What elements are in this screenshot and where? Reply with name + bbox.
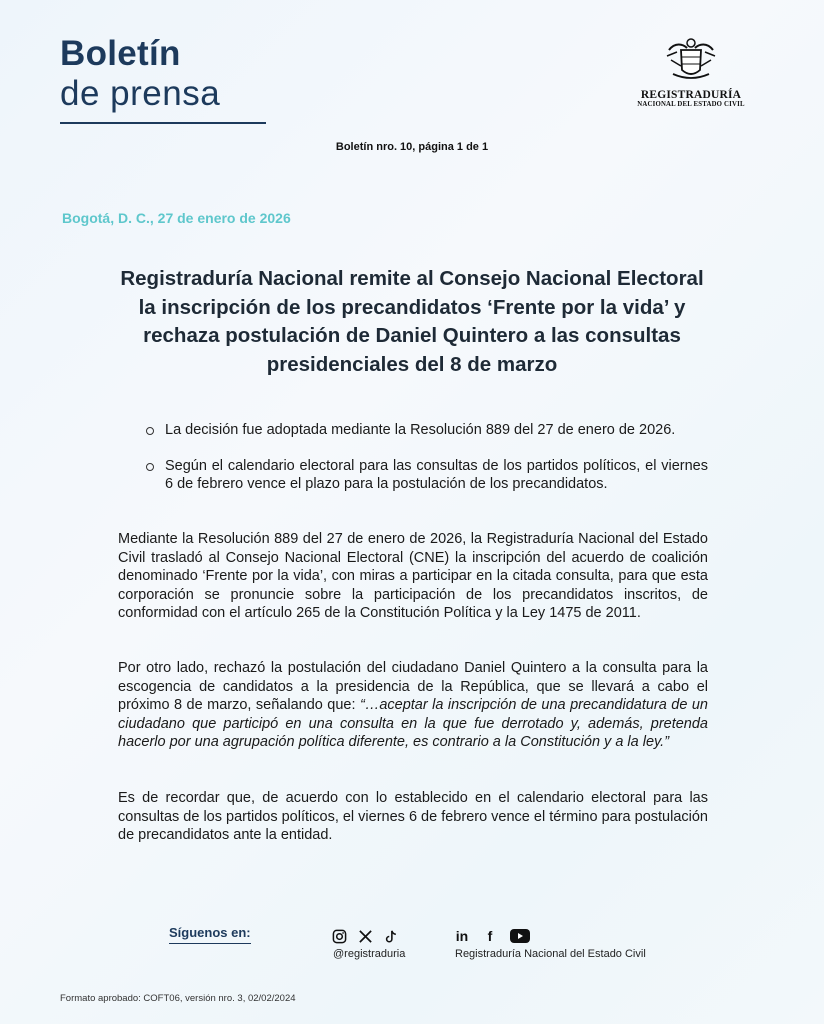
bullet-text: La decisión fue adoptada mediante la Resolución 889 del 27 de enero de 2026.: [165, 422, 676, 438]
body-paragraph-2: [118, 659, 708, 752]
dateline: Bogotá, D. C., 27 de enero de 2026: [62, 210, 291, 226]
bulletin-number: Boletín nro. 10, página 1 de 1: [335, 141, 489, 153]
paragraph-2-intro: Por otro lado, rechazó la postulación del ciudadano Daniel Quintero a la consulta para la escogencia de candidatos a la presidencia de la República, que se llevará a cabo el próximo 8 de marzo, señalando que:: [118, 660, 708, 713]
instagram-icon[interactable]: [331, 928, 347, 944]
facebook-icon[interactable]: f: [487, 928, 493, 944]
page-title: Boletín: [60, 34, 181, 73]
format-footer: Formato aprobado: COFT06, versión nro. 3, 02/02/2024: [60, 993, 296, 1004]
page-subtitle: de prensa: [60, 74, 221, 113]
headline: Registraduría Nacional remite al Consejo Nacional Electoral la inscripción de los precandidatos ‘Frente por la vida’ y rechaza postulación de Daniel Quintero a las consultas presidenciales del 8 de marzo: [120, 267, 704, 376]
x-icon[interactable]: [357, 928, 373, 944]
registraduria-logo: [632, 36, 750, 108]
bullet-ring-icon: [146, 463, 154, 471]
bullet-item: [146, 421, 708, 440]
social-icons-group-2: [454, 928, 530, 944]
social-icons-group-1: [331, 928, 399, 944]
bullet-text: Según el calendario electoral para las consultas de los partidos políticos, el viernes 6 de febrero vence el plazo para la postulación de los precandidatos.: [165, 457, 708, 492]
entity-name: Registraduría Nacional del Estado Civil: [455, 948, 646, 960]
bullet-ring-icon: [146, 427, 154, 435]
logo-subname: NACIONAL DEL ESTADO CIVIL: [637, 101, 745, 108]
linkedin-icon[interactable]: in: [455, 928, 469, 944]
logo-name: REGISTRADURÍA: [640, 89, 742, 101]
body-paragraph-1: Mediante la Resolución 889 del 27 de enero de 2026, la Registraduría Nacional del Estado Civil trasladó al Consejo Nacional Electoral (CNE) la inscripción del acuerdo de coalición denominado ‘Frente por la vida’, con miras a participar en la citada consulta, para que esta corporación se pronuncie sobre la participación de los precandidatos inscritos, de conformidad con el artículo 265 de la Constitución Política y la Ley 1475 de 2011.: [118, 531, 708, 621]
follow-us-label: Síguenos en:: [169, 925, 251, 944]
body-paragraph-3: Es de recordar que, de acuerdo con lo establecido en el calendario electoral para las consultas de los partidos políticos, el viernes 6 de febrero vence el término para postulación de precandidatos ante la entidad.: [118, 790, 708, 843]
title-underline: [60, 122, 266, 124]
coat-of-arms-icon: [663, 36, 719, 84]
bullet-item: [146, 457, 708, 494]
paragraph-2-quote: “…aceptar la inscripción de una precandidatura de un ciudadano que participó en una consulta en la que fue derrotado y, además, pretenda hacerlo por una agrupación política diferente, es contrario a la Constitución y a la ley.”: [118, 697, 708, 750]
tiktok-icon[interactable]: [383, 928, 399, 944]
summary-bullets: [146, 421, 708, 511]
social-handle[interactable]: @registraduria: [333, 948, 406, 960]
youtube-icon[interactable]: [510, 928, 530, 944]
